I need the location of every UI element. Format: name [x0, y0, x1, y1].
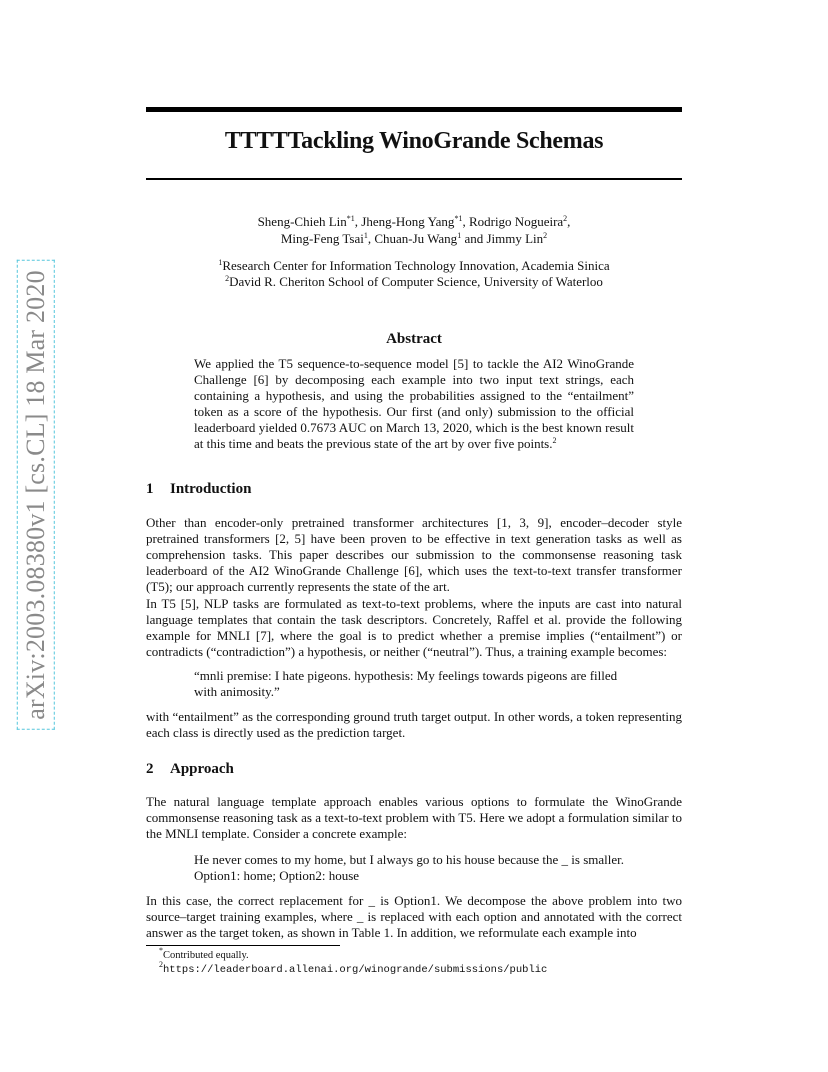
leaderboard-url: https://leaderboard.allenai.org/winogrande/submissions/public: [163, 964, 548, 976]
approach-paragraph-1: The natural language template approach enables various options to formulate the WinoGrande commonsense reasoning task as a text-to-text problem with T5. Here we adopt a formulation similar to the MNLI template. Consider a concrete example:: [146, 794, 682, 841]
title-top-rule: [146, 107, 682, 112]
winogrande-example-sentence: He never comes to my home, but I always go to his house because the _ is smaller.: [194, 852, 624, 867]
author-list: [146, 213, 682, 247]
abstract-text: We applied the T5 sequence-to-sequence model [5] to tackle the AI2 WinoGrande Challenge [6] by decomposing each example into two input text strings, each containing a hypothesis, and using the probabilities assigned to the “entailment” token as a score of the hypothesis. Our first (and only) submission to the official leaderboard yielded 0.7673 AUC on March 13, 2020, which is the best known result at this time and beats the previous state of the art by over five points.$^2$: [194, 356, 634, 451]
author-line-1: Sheng-Chieh Lin$^{*1}$, Jheng-Hong Yang$^{*1}$, Rodrigo Nogueira$^2$,: [257, 214, 571, 229]
abstract-heading: Abstract: [386, 331, 442, 347]
author-line-2: Ming-Feng Tsai$^1$, Chuan-Ju Wang$^1$ and Jimmy Lin$^2$: [280, 231, 548, 246]
title-bottom-rule: [146, 178, 682, 180]
arxiv-identifier-text: arXiv:2003.08380v1 [cs.CL] 18 Mar 2020: [21, 264, 51, 726]
affiliation-2: $^2$David R. Cheriton School of Computer Science, University of Waterloo: [225, 274, 603, 289]
intro-paragraph-2: In T5 [5], NLP tasks are formulated as text-to-text problems, where the inputs are cast into natural language templates that contain the task descriptors. Concretely, Raffel et al. provide the following example for MNLI [7], where the goal is to predict whether a premise implies (“entailment”) or contradicts (“contradiction”) a hypothesis, or neither (“neutral”). Thus, a training example becomes:: [146, 596, 682, 659]
arxiv-identifier-stamp: [16, 255, 56, 735]
section-heading-introduction: 1 Introduction: [146, 481, 252, 497]
affiliation-list: [146, 258, 682, 290]
footnote-mark: 2: [552, 436, 557, 445]
paper-title: TTTTTackling WinoGrande Schemas: [224, 128, 604, 154]
approach-paragraph-2: In this case, the correct replacement for _ is Option1. We decompose the above problem into two source–target training examples, where _ is replaced with each option and annotated with the correct answer as the target token, as shown in Table 1. In addition, we reformulate each example into: [146, 893, 682, 940]
intro-paragraph-1: Other than encoder-only pretrained transformer architectures [1, 3, 9], encoder–decoder style pretrained transformers [2, 5] have been proven to be effective in text generation tasks as well as comprehension tasks. This paper describes our submission to the commonsense reasoning task leaderboard of the AI2 WinoGrande Challenge [6], which uses the text-to-text transfer transformer (T5); our approach currently represents the state of the art.: [146, 515, 682, 594]
mnli-example-quote: “mnli premise: I hate pigeons. hypothesis: My feelings towards pigeons are filled with animosity.”: [194, 668, 618, 699]
footnote-1: *Contributed equally.: [159, 946, 249, 961]
winogrande-example-quote: [194, 852, 634, 884]
section-heading-approach: 2 Approach: [146, 761, 234, 777]
intro-paragraph-3: with “entailment” as the corresponding ground truth target output. In other words, a token representing each class is directly used as the prediction target.: [146, 709, 682, 740]
footnote-2: $^2$https://leaderboard.allenai.org/winogrande/submissions/public: [159, 960, 548, 976]
affiliation-1: $^1$Research Center for Information Technology Innovation, Academia Sinica: [218, 258, 610, 273]
footnote-rule: [146, 945, 340, 946]
winogrande-example-options: Option1: home; Option2: house: [194, 868, 360, 883]
